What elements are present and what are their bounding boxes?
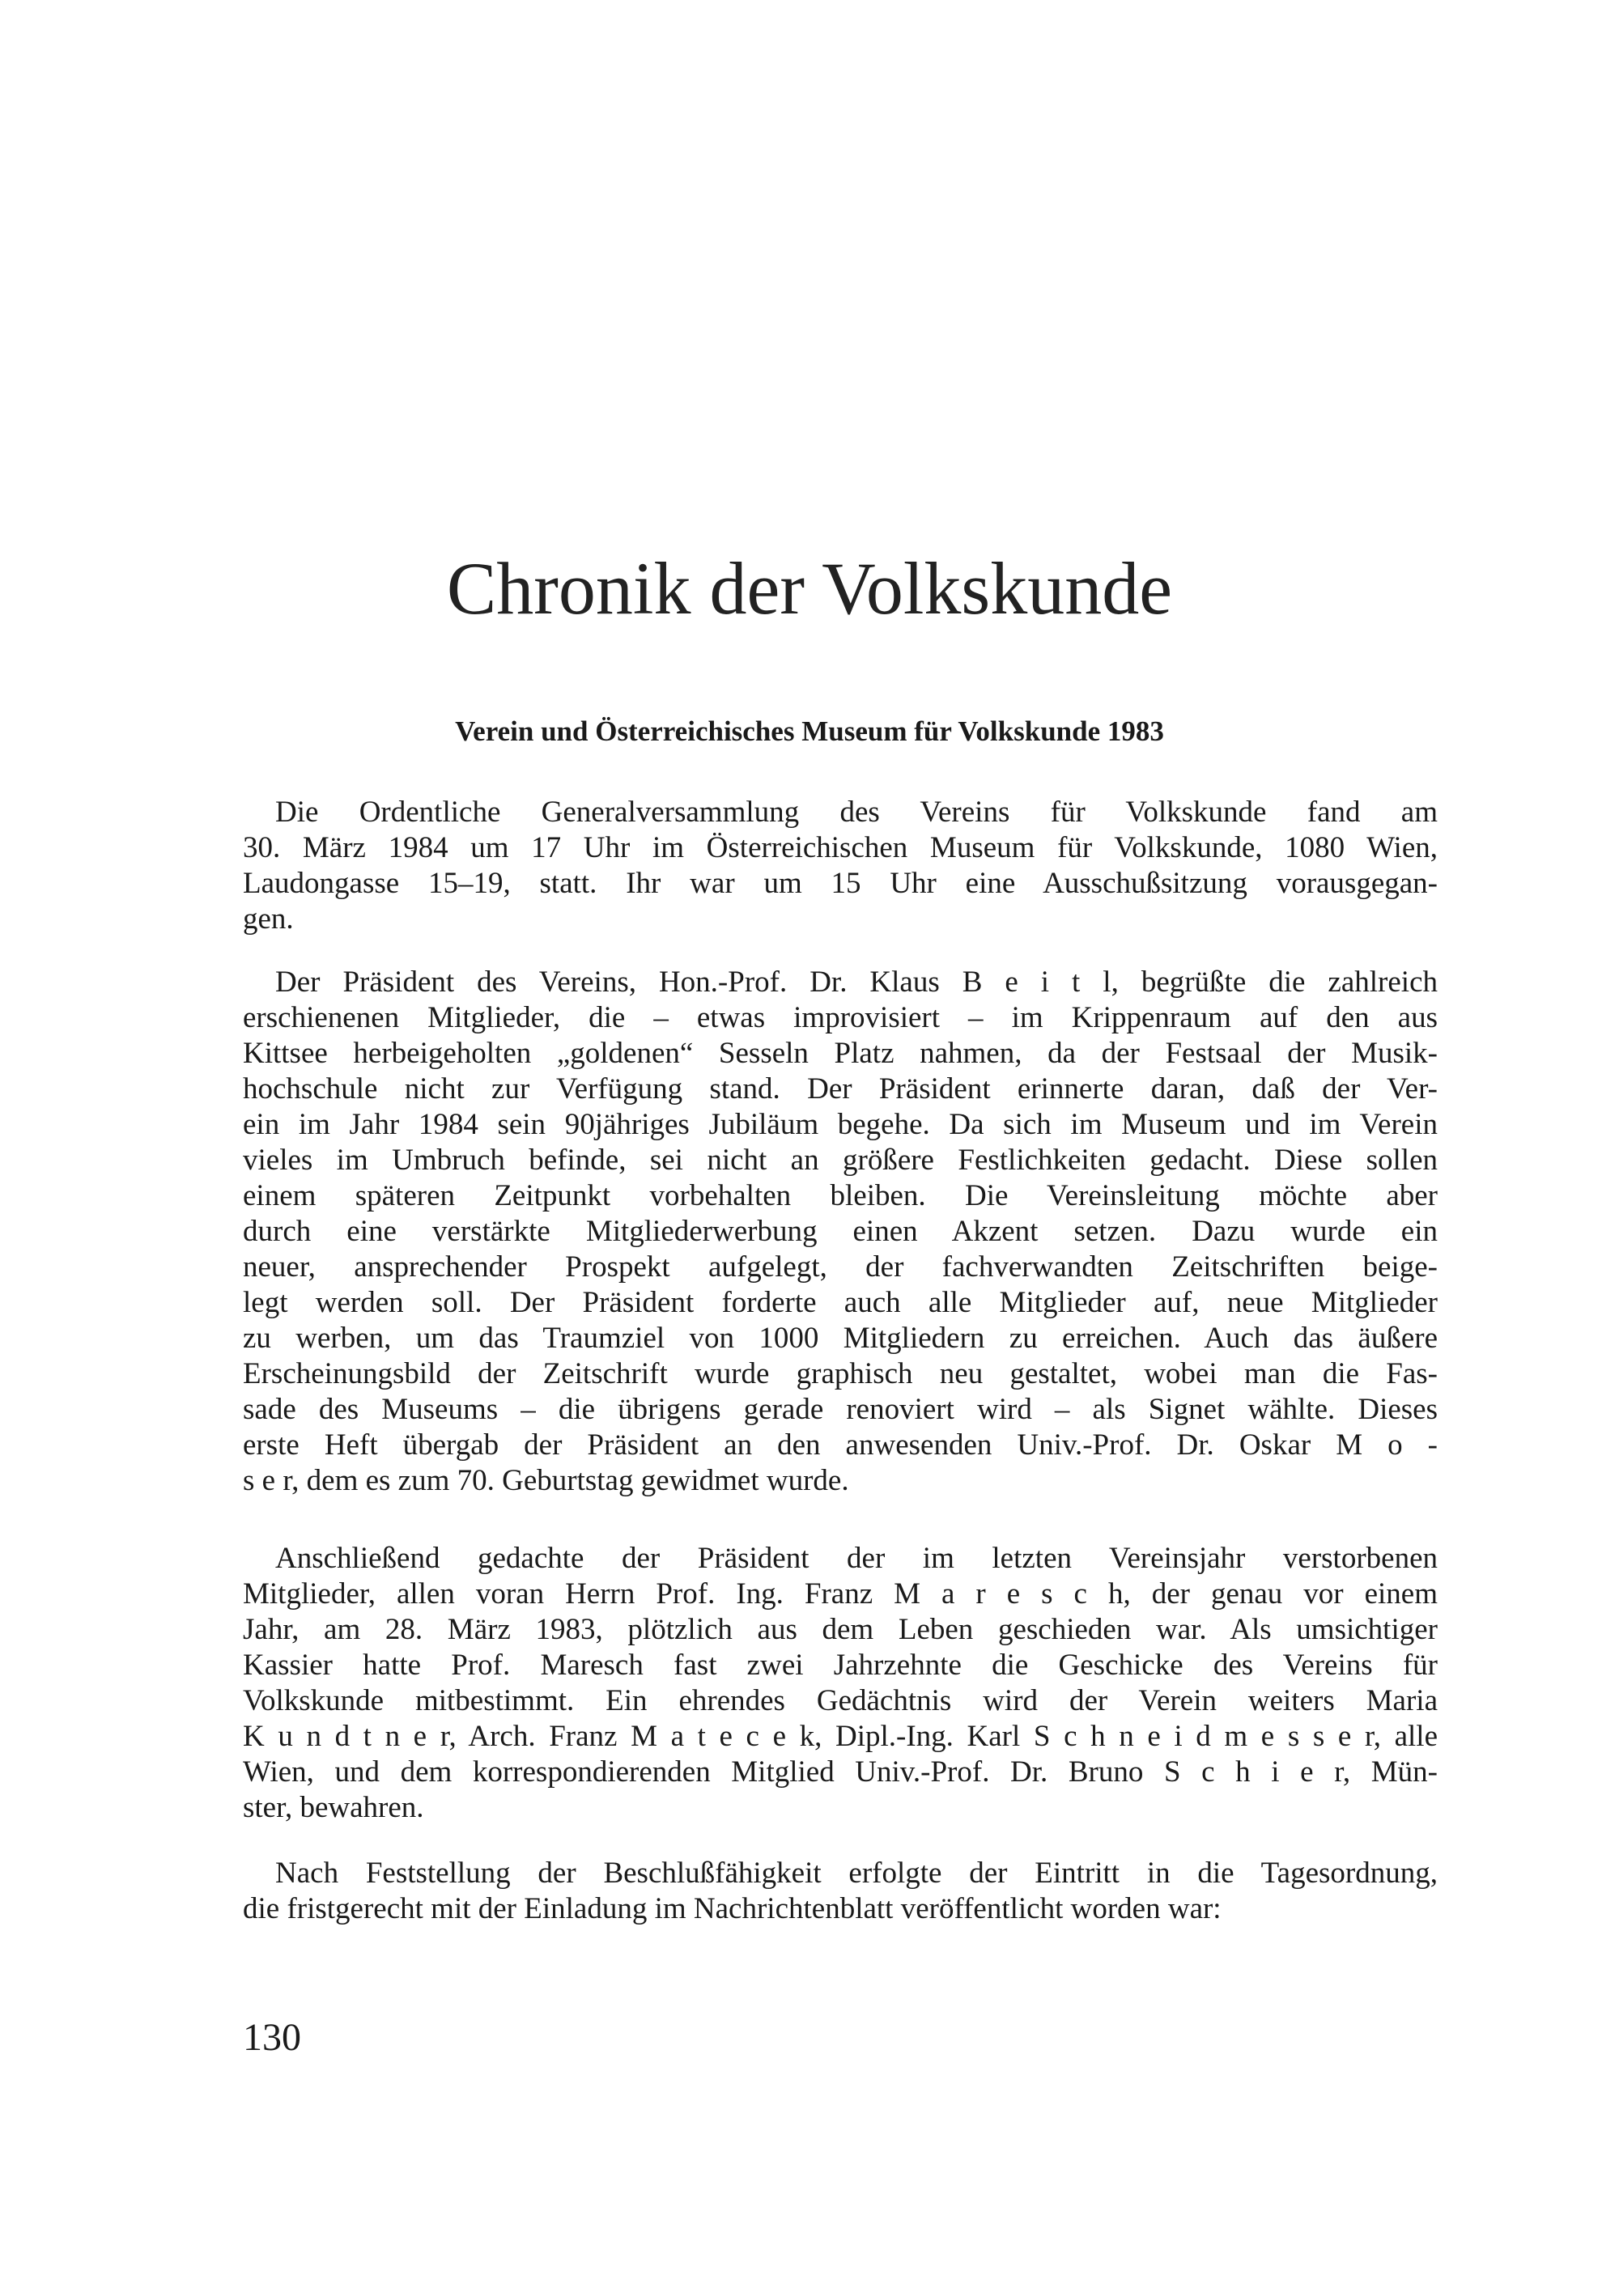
section-subtitle: Verein und Österreichisches Museum für Volkskunde 1983 xyxy=(455,715,1164,747)
text-line: Die Ordentliche Generalversammlung des Vereins für Volkskunde fand am xyxy=(275,796,1438,829)
text-line: die fristgerecht mit der Einladung im Nachrichtenblatt veröffentlicht worden war: xyxy=(243,1892,1222,1925)
text-line: Nach Feststellung der Beschlußfähigkeit erfolgte der Eintritt in die Tagesordnung, xyxy=(275,1857,1438,1890)
text-line: Wien, und dem korrespondierenden Mitglied Univ.-Prof. Dr. Bruno S c h i e r, Mün- xyxy=(243,1755,1438,1789)
text-line: einem späteren Zeitpunkt vorbehalten bleiben. Die Vereinsleitung möchte aber xyxy=(243,1179,1438,1212)
text-line: Erscheinungsbild der Zeitschrift wurde graphisch neu gestaltet, wobei man die Fas- xyxy=(243,1357,1438,1390)
text-line: Kassier hatte Prof. Maresch fast zwei Jahrzehnte die Geschicke des Vereins für xyxy=(243,1649,1438,1682)
text-line: Kittsee herbeigeholten „goldenen“ Sesseln Platz nahmen, da der Festsaal der Musik- xyxy=(243,1037,1438,1070)
text-line: gen. xyxy=(243,902,294,936)
text-line: neuer, ansprechender Prospekt aufgelegt, der fachverwandten Zeitschriften beige- xyxy=(243,1250,1438,1284)
text-line: legt werden soll. Der Präsident forderte auch alle Mitglieder auf, neue Mitglieder xyxy=(243,1286,1438,1319)
text-line: s e r, dem es zum 70. Geburtstag gewidmet wurde. xyxy=(243,1464,849,1497)
text-line: vieles im Umbruch befinde, sei nicht an größere Festlichkeiten gedacht. Diese sollen xyxy=(243,1144,1438,1177)
text-line: Mitglieder, allen voran Herrn Prof. Ing. Franz M a r e s c h, der genau vor einem xyxy=(243,1577,1438,1611)
text-line: Anschließend gedachte der Präsident der im letzten Vereinsjahr verstorbenen xyxy=(275,1542,1438,1575)
text-line: erste Heft übergab der Präsident an den anwesenden Univ.-Prof. Dr. Oskar M o - xyxy=(243,1428,1438,1462)
text-line: Jahr, am 28. März 1983, plötzlich aus dem Leben geschieden war. Als umsichtiger xyxy=(243,1613,1438,1646)
text-line: 30. März 1984 um 17 Uhr im Österreichischen Museum für Volkskunde, 1080 Wien, xyxy=(243,831,1438,864)
paragraph-1 xyxy=(243,795,1438,937)
text-line: zu werben, um das Traumziel von 1000 Mitgliedern zu erreichen. Auch das äußere xyxy=(243,1322,1438,1355)
text-line: ein im Jahr 1984 sein 90jähriges Jubiläum begehe. Da sich im Museum und im Verein xyxy=(243,1108,1438,1141)
text-line: Laudongasse 15–19, statt. Ihr war um 15 Uhr eine Ausschußsitzung vorausgegan- xyxy=(243,867,1438,900)
text-line: Der Präsident des Vereins, Hon.-Prof. Dr. Klaus B e i t l, begrüßte die zahlreich xyxy=(275,966,1438,999)
text-line: K u n d t n e r, Arch. Franz M a t e c e k, Dipl.-Ing. Karl S c h n e i d m e s s e r, alle xyxy=(243,1720,1438,1753)
paragraph-4 xyxy=(243,1856,1438,1927)
page-number: 130 xyxy=(243,2016,301,2059)
text-line: erschienenen Mitglieder, die – etwas improvisiert – im Krippenraum auf den aus xyxy=(243,1001,1438,1034)
paragraph-3 xyxy=(243,1541,1438,1826)
text-line: durch eine verstärkte Mitgliederwerbung einen Akzent setzen. Dazu wurde ein xyxy=(243,1215,1438,1248)
text-line: ster, bewahren. xyxy=(243,1791,424,1824)
text-line: hochschule nicht zur Verfügung stand. Der Präsident erinnerte daran, daß der Ver- xyxy=(243,1072,1438,1106)
text-line: sade des Museums – die übrigens gerade renoviert wird – als Signet wählte. Dieses xyxy=(243,1393,1438,1426)
paragraph-2 xyxy=(243,965,1438,1499)
page-title: Chronik der Volkskunde xyxy=(446,547,1173,630)
text-line: Volkskunde mitbestimmt. Ein ehrendes Gedächtnis wird der Verein weiters Maria xyxy=(243,1684,1438,1717)
